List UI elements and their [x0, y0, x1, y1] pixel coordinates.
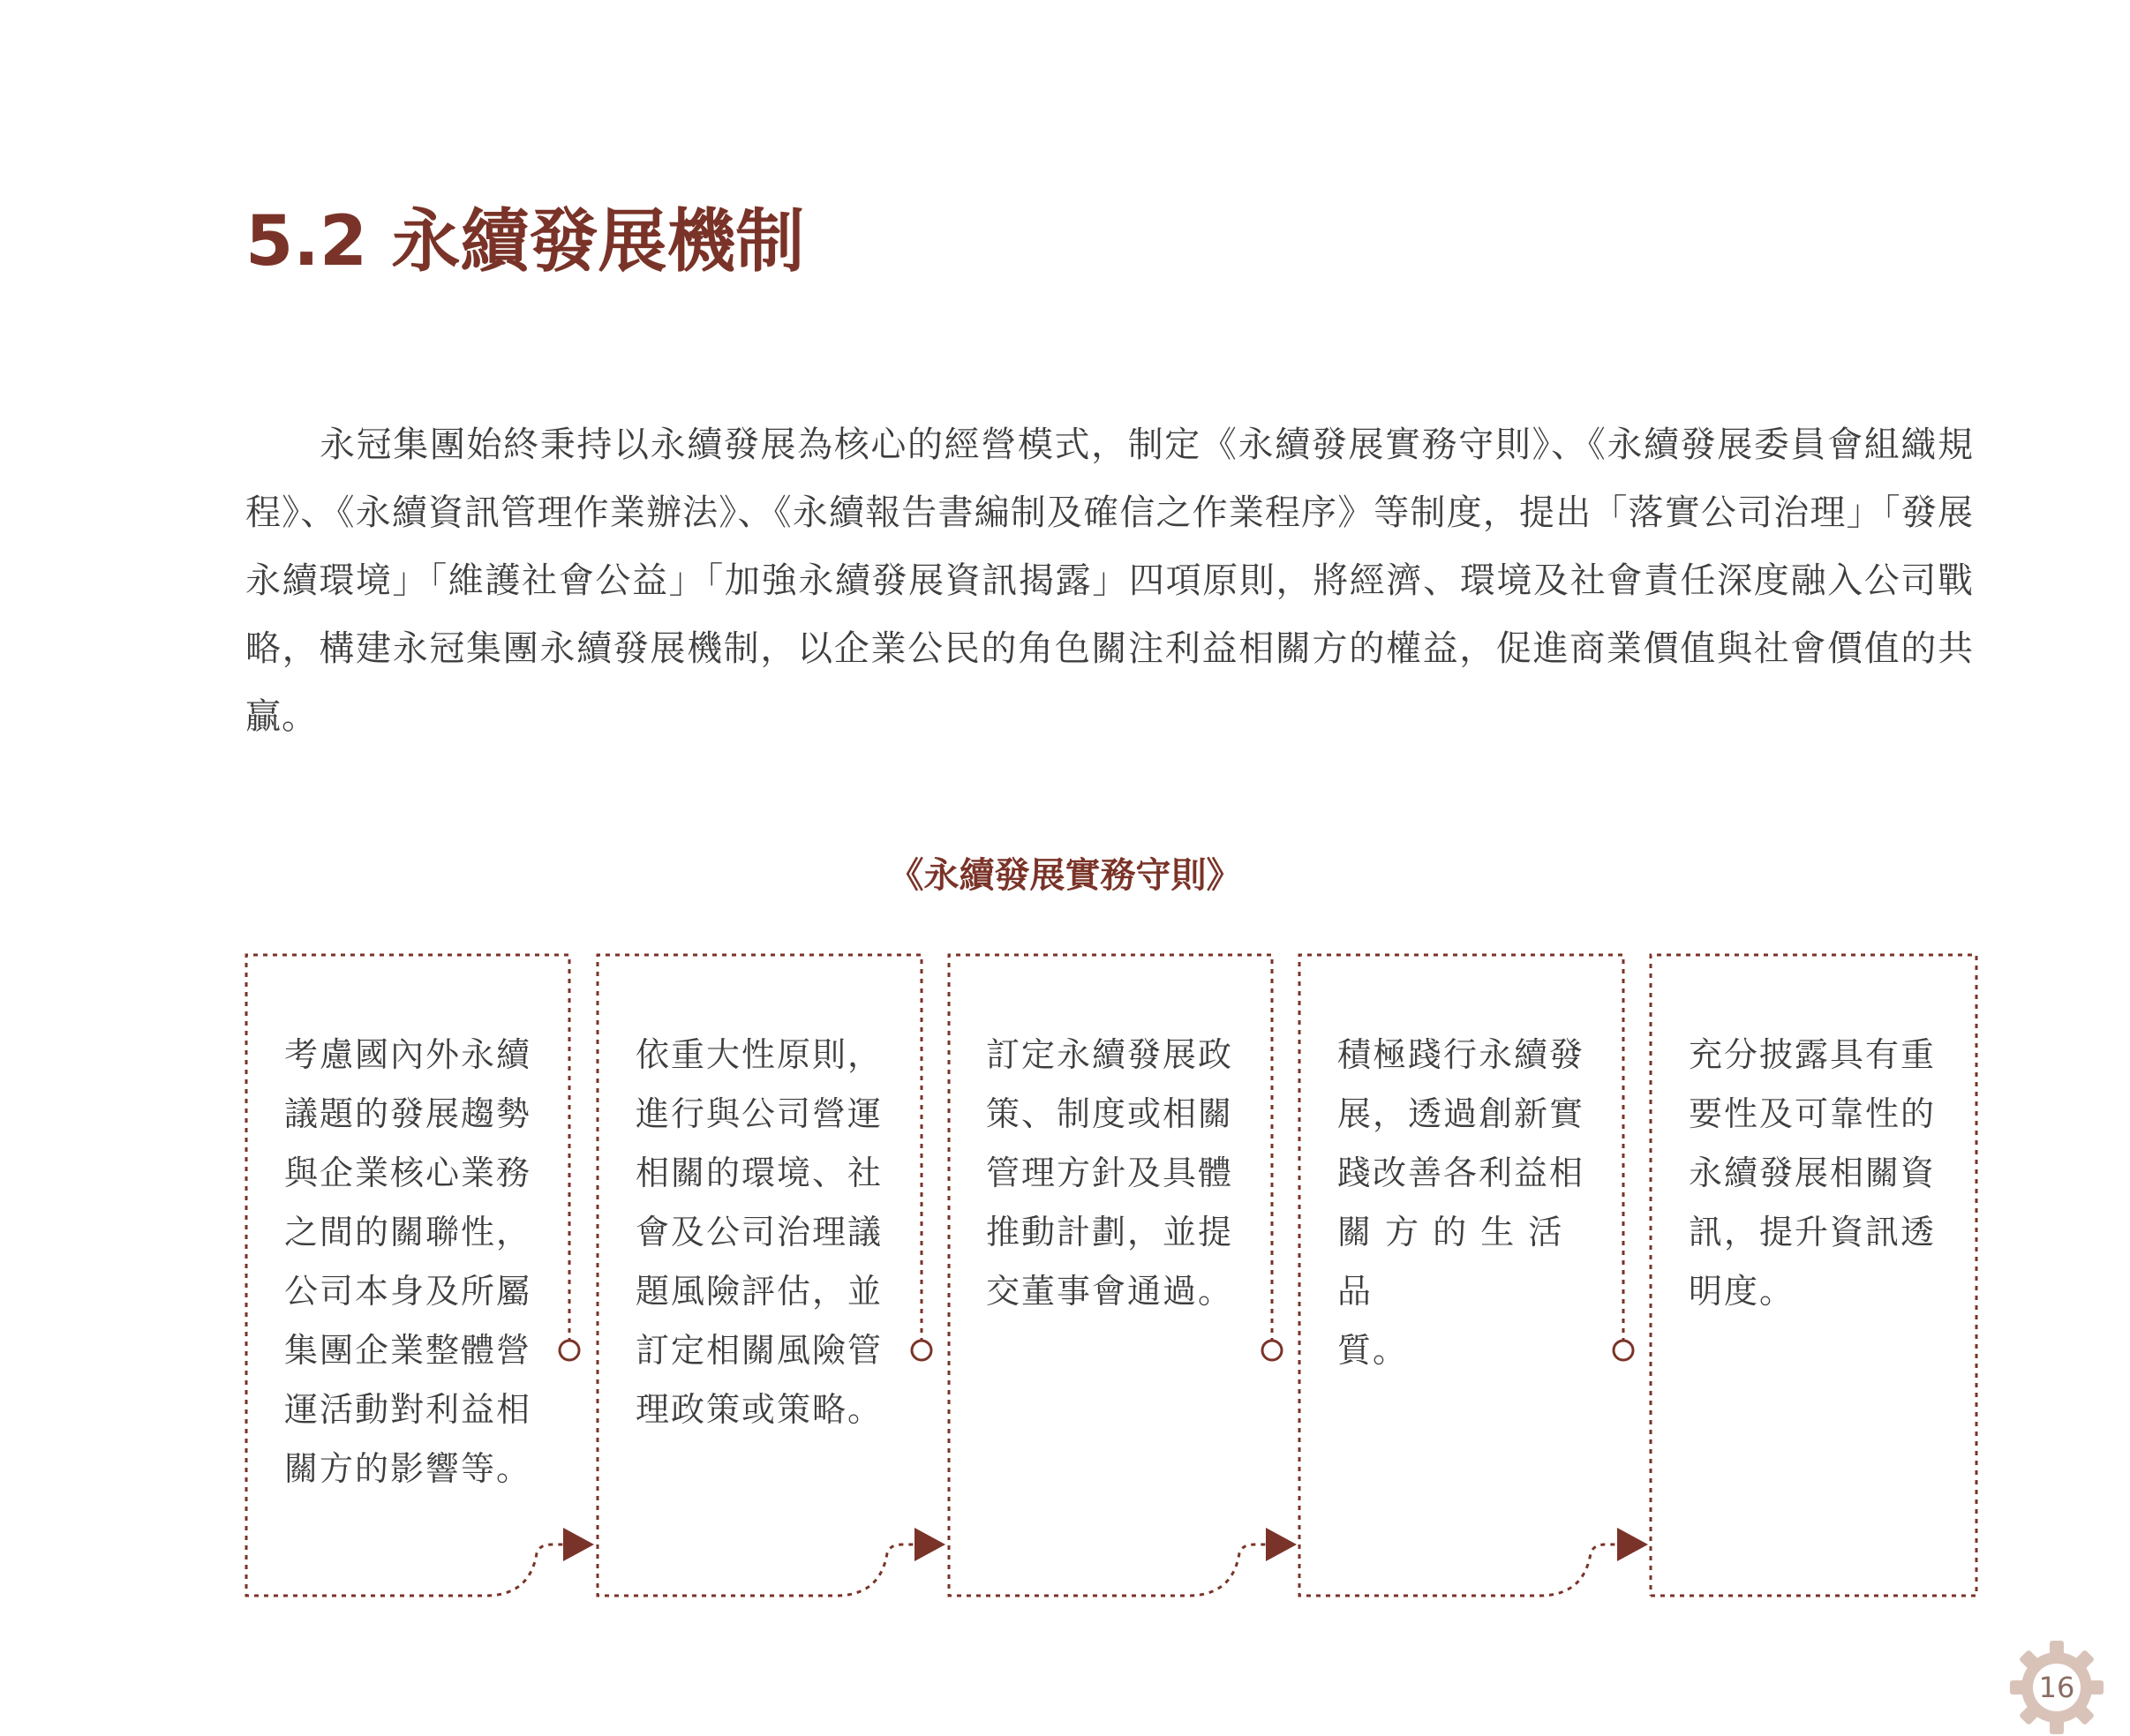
principle-card-2-text: 依重大性原則， 進行與公司營運 相關的環境、社 會及公司治理議 題風險評估，並 訂定相關風險管 理政策或策略。 — [636, 1035, 884, 1429]
principles-title: 《永續發展實務守則》 — [888, 855, 1242, 896]
arrow-icon-2 — [914, 1528, 945, 1561]
arrow-icon-3 — [1266, 1528, 1297, 1561]
connector-node-3 — [1262, 1341, 1282, 1360]
connector-node-4 — [1614, 1341, 1633, 1360]
connector-node-2 — [912, 1341, 931, 1360]
principle-card-4-text: 積極踐行永續發 展，透過創新實 踐改善各利益相 關 方 的 生 活 品 質。 — [1337, 1035, 1585, 1370]
connector-node-1 — [560, 1341, 579, 1360]
arrow-icon-4 — [1617, 1528, 1648, 1561]
principle-card-1-text: 考慮國內外永續 議題的發展趨勢 與企業核心業務 之間的關聯性， 公司本身及所屬 集團企業整體營 運活動對利益相 關方的影響等。 — [284, 1035, 532, 1488]
arrow-icon-1 — [563, 1528, 594, 1561]
principle-card-5-text: 充分披露具有重 要性及可靠性的 永續發展相關資 訊，提升資訊透 明度。 — [1689, 1035, 1937, 1311]
intro-paragraph: 永冠集團始終秉持以永續發展為核心的經營模式，制定《永續發展實務守則》、《永續發展委員會組織規程》、《永續資訊管理作業辦法》、《永續報告書編制及確信之作業程序》等制度，提出「落實公司治理」「發展永續環境」「維護社會公益」「加強永續發展資訊揭露」四項原則，將經濟、環境及社會責任深度融入公司戰略，構建永冠集團永續發展機制，以企業公民的角色關注利益相關方的權益，促進商業價值與社會價值的共贏。 — [245, 425, 1974, 737]
section-title: 5.2 永續發展機制 — [245, 202, 805, 282]
principle-card-3-text: 訂定永續發展政 策、制度或相關 管理方針及具體 推動計劃，並提 交董事會通過。 — [986, 1035, 1234, 1311]
page-number: 16 — [2038, 1671, 2075, 1704]
